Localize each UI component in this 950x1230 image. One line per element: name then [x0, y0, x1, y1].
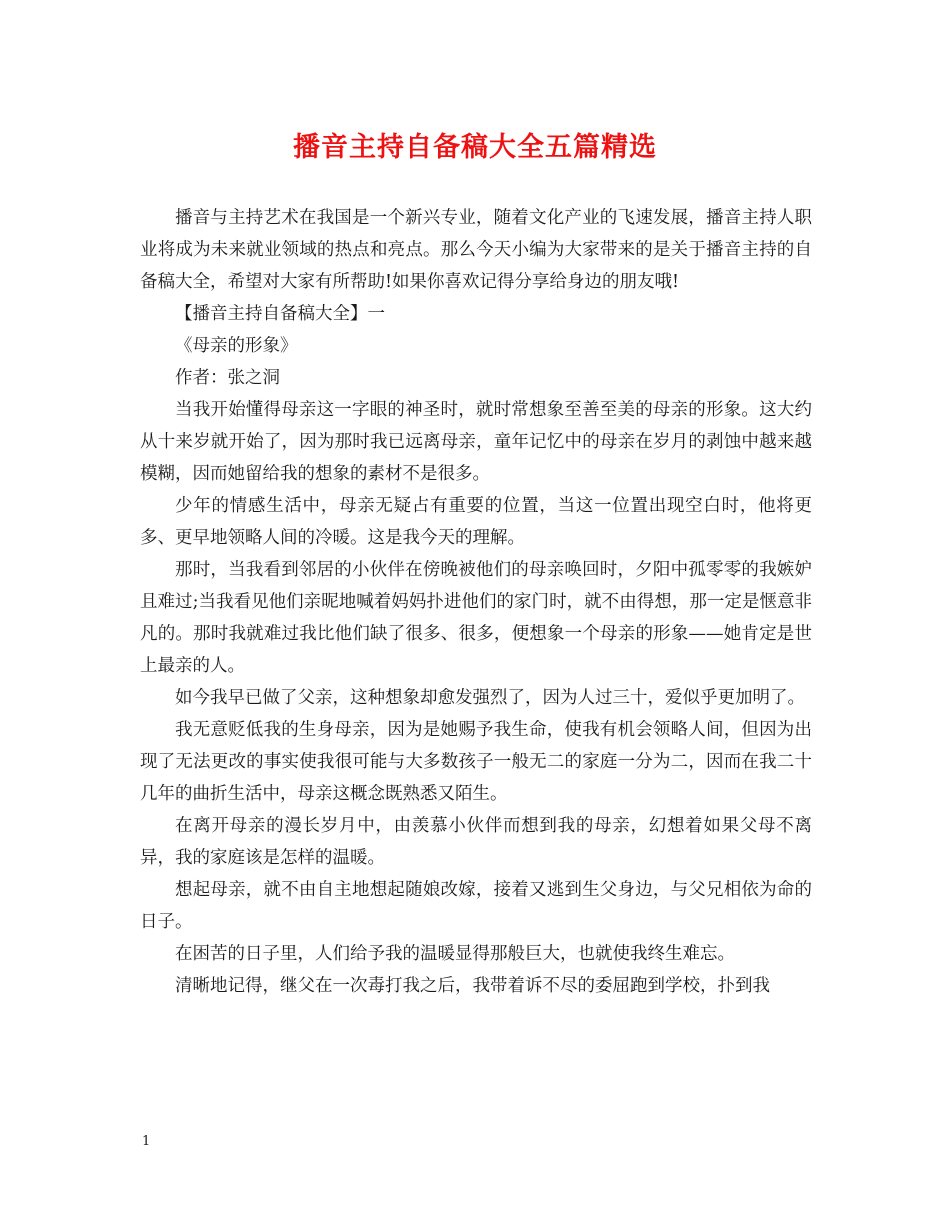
- paragraph: 少年的情感生活中，母亲无疑占有重要的位置，当这一位置出现空白时，他将更多、更早地领略人间的冷暖。这是我今天的理解。: [140, 496, 812, 548]
- paragraph: 我无意贬低我的生身母亲，因为是她赐予我生命，使我有机会领略人间，但因为出现了无法更改的事实使我很可能与大多数孩子一般无二的家庭一分为二，因而在我二十几年的曲折生活中，母亲这概念既熟悉又陌生。: [140, 720, 812, 804]
- paragraph: 如今我早已做了父亲，这种想象却愈发强烈了，因为人过三十，爱似乎更加明了。: [175, 688, 805, 708]
- section-heading: 【播音主持自备稿大全】一: [175, 304, 385, 324]
- article-author: 作者：张之洞: [175, 368, 280, 388]
- paragraph: 那时，当我看到邻居的小伙伴在傍晚被他们的母亲唤回时，夕阳中孤零零的我嫉妒且难过;当我看见他们亲昵地喊着妈妈扑进他们的家门时，就不由得想，那一定是惬意非凡的。那时我就难过我比他们缺了很多、很多，便想象一个母亲的形象——她肯定是世上最亲的人。: [140, 560, 812, 676]
- paragraph: 在困苦的日子里，人们给予我的温暖显得那般巨大，也就使我终生难忘。: [175, 944, 735, 964]
- page-number: 1: [142, 1134, 151, 1149]
- paragraph: 清晰地记得，继父在一次毒打我之后，我带着诉不尽的委屈跑到学校，扑到我: [175, 976, 770, 996]
- paragraph: 想起母亲，就不由自主地想起随娘改嫁，接着又逃到生父身边，与父兄相依为命的日子。: [140, 880, 812, 932]
- document-body: [140, 202, 812, 1002]
- paragraph: 当我开始懂得母亲这一字眼的神圣时，就时常想象至善至美的母亲的形象。这大约从十来岁就开始了，因为那时我已远离母亲，童年记忆中的母亲在岁月的剥蚀中越来越模糊，因而她留给我的想象的素材不是很多。: [140, 400, 812, 484]
- article-title: 《母亲的形象》: [175, 336, 298, 356]
- document-title: 播音主持自备稿大全五篇精选: [293, 132, 657, 163]
- paragraph-intro: 播音与主持艺术在我国是一个新兴专业，随着文化产业的飞速发展，播音主持人职业将成为未来就业领域的热点和亮点。那么今天小编为大家带来的是关于播音主持的自备稿大全，希望对大家有所帮助!如果你喜欢记得分享给身边的朋友哦!: [140, 208, 812, 292]
- paragraph: 在离开母亲的漫长岁月中，由羡慕小伙伴而想到我的母亲，幻想着如果父母不离异，我的家庭该是怎样的温暖。: [140, 816, 812, 868]
